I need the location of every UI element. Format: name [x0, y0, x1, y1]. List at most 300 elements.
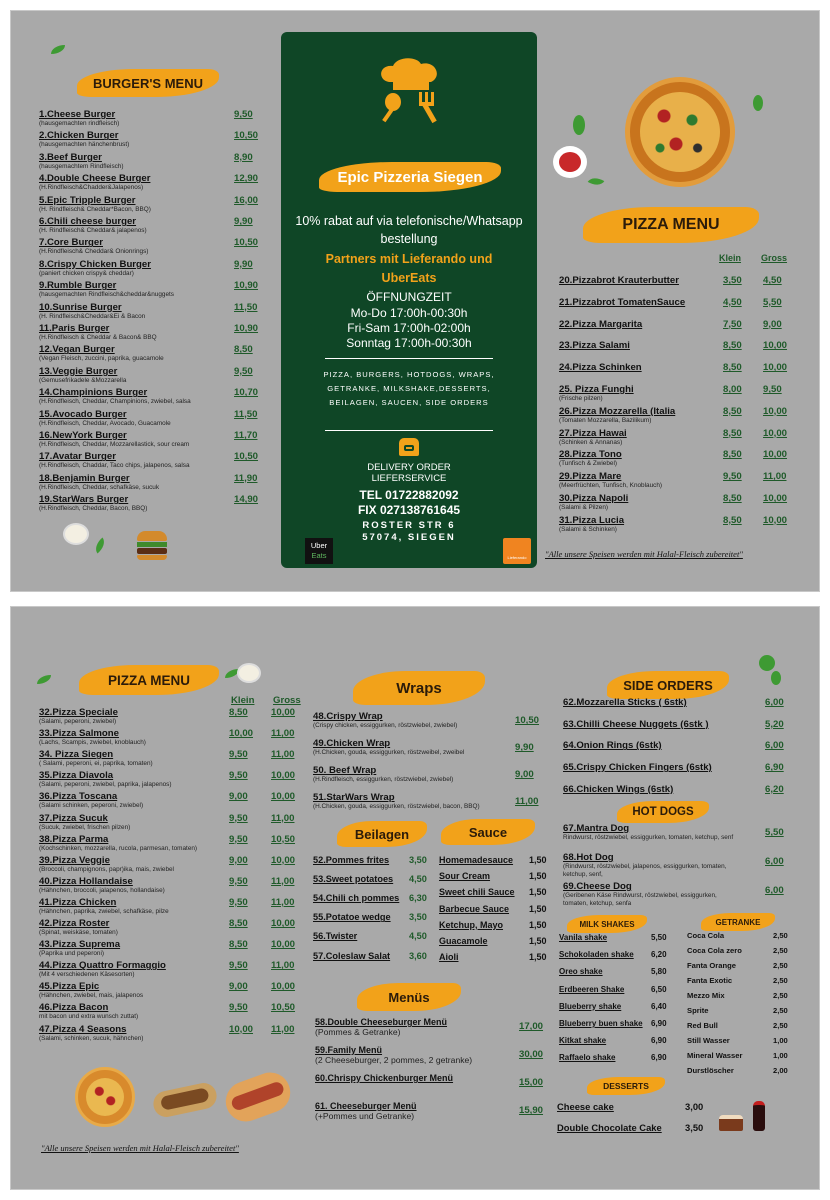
milk-shakes-title: MILK SHAKES	[567, 915, 647, 933]
cola-bottle-image	[753, 1101, 765, 1131]
price-small: 3,50	[723, 275, 742, 286]
item-name: Sweet chili Sauce	[439, 887, 515, 898]
telephone-icon	[399, 438, 419, 456]
item-description: Rindwurst, röstzwiebel, essiggurken, tomaten, ketchup, senf	[563, 834, 734, 841]
price-small: 8,50	[229, 707, 248, 718]
item-price: 14,90	[234, 494, 259, 506]
promo-text: 10% rabat auf via telefonische/Whatsapp bestellung	[295, 214, 523, 246]
item-price: 9,90	[234, 216, 253, 227]
item-price: 8,50	[234, 344, 253, 356]
fixed-line-number[interactable]: FIX 027138761645	[357, 503, 461, 517]
item-name: 53.Sweet potatoes	[313, 874, 394, 885]
milk-shake-item[interactable]	[559, 1036, 673, 1048]
beilagen-item[interactable]	[313, 855, 435, 867]
item-name: Blueberry shake	[559, 1001, 622, 1011]
price-small: 9,50	[229, 749, 248, 761]
address-street: ROSTER STR 6	[362, 520, 456, 531]
item-name: 54.Chili ch pommes	[313, 893, 400, 904]
side-order-item[interactable]	[563, 762, 795, 774]
item-name: 7.Core Burger	[39, 237, 103, 249]
price-small: 8,50	[723, 493, 742, 504]
price-small: 9,50	[723, 471, 742, 483]
menu-combo-item[interactable]	[315, 1101, 549, 1121]
sauce-item[interactable]	[439, 936, 551, 948]
menu-combo-item[interactable]	[315, 1017, 549, 1037]
item-price: 2,50	[773, 931, 788, 940]
price-large: 9,50	[763, 384, 782, 395]
item-price: 6,20	[651, 950, 667, 960]
item-name: 68.Hot Dog	[563, 852, 614, 863]
item-description: (Mit 4 verschiedenen Käsesorten)	[39, 971, 135, 979]
item-name: 22.Pizza Margarita	[559, 318, 643, 330]
item-name: 5.Epic Tripple Burger	[39, 194, 136, 206]
item-name: Red Bull	[687, 1021, 718, 1030]
pizza-item[interactable]	[559, 297, 807, 308]
price-small: 4,50	[723, 296, 742, 308]
delivery-label-de: LIEFERSERVICE	[371, 473, 447, 484]
item-price: 10,70	[234, 387, 259, 399]
item-name: 35.Pizza Diavola	[39, 770, 114, 782]
side-order-item[interactable]	[563, 740, 795, 752]
item-name: 63.Chilli Cheese Nuggets (6stk )	[563, 718, 709, 730]
item-name: 16.NewYork Burger	[39, 430, 127, 441]
item-price: 4,50	[409, 874, 427, 885]
item-price: 3,00	[685, 1101, 704, 1112]
item-name: 10.Sunrise Burger	[39, 301, 122, 313]
item-description: (Schinken & Annanas)	[559, 438, 623, 446]
size-small-header: Klein	[719, 253, 742, 263]
telephone-number[interactable]: TEL 01722882092	[359, 488, 459, 502]
item-description: (paniert chicken crispy& cheddar)	[39, 269, 134, 277]
sauce-item[interactable]	[439, 920, 551, 932]
pizza-item[interactable]	[559, 406, 807, 425]
item-name: 48.Crispy Wrap	[313, 711, 383, 722]
item-name: Mezzo Mix	[687, 991, 725, 1000]
burger-item[interactable]	[39, 409, 269, 428]
burger-item[interactable]	[39, 494, 269, 513]
item-name: 4.Double Cheese Burger	[39, 173, 151, 185]
price-large: 10,00	[763, 514, 788, 526]
item-name: 65.Crispy Chicken Fingers (6stk)	[563, 762, 712, 774]
pizza-item[interactable]	[559, 340, 807, 351]
dessert-item[interactable]	[557, 1101, 713, 1113]
pizza-item[interactable]	[39, 918, 303, 937]
item-description: (hausgemachten hänchenbrust)	[39, 141, 130, 149]
item-name: Mineral Wasser	[687, 1051, 743, 1060]
basil-leaf-icon	[588, 174, 605, 189]
item-description: (H.Chicken, gouda, essiggurken, röstzwiebel, bacon, BBQ)	[313, 803, 480, 810]
item-price: 6,90	[651, 1053, 667, 1063]
item-price: 5,80	[651, 967, 667, 977]
pizza-item[interactable]	[559, 275, 807, 286]
item-name: Raffaelo shake	[559, 1053, 616, 1063]
basil-leaf-icon	[37, 675, 51, 684]
price-large: 10,00	[763, 405, 788, 417]
pizza-menu-title-2: PIZZA MENU	[79, 665, 219, 695]
item-price: 2,50	[773, 961, 788, 970]
item-name: Kitkat shake	[559, 1036, 607, 1046]
beilagen-item[interactable]	[313, 951, 435, 963]
getranke-list	[687, 931, 793, 1081]
burger-item[interactable]	[39, 302, 269, 321]
item-name: 1.Cheese Burger	[39, 109, 116, 120]
burger-item[interactable]	[39, 323, 269, 342]
basil-leaf-icon	[753, 95, 763, 111]
item-price: 1,50	[529, 871, 547, 882]
price-small: 8,50	[723, 427, 742, 439]
item-name: 41.Pizza Chicken	[39, 896, 117, 908]
item-name: 58.Double Cheeseburger Menü	[315, 1017, 448, 1027]
item-name: 32.Pizza Speciale	[39, 707, 118, 718]
wrap-image	[151, 1081, 219, 1120]
pizza-item[interactable]	[39, 791, 303, 810]
item-name: Sour Cream	[439, 871, 491, 882]
item-description: (H.Rindfleisch & Cheddar & Bacon& BBQ	[39, 334, 157, 341]
item-price: 6,50	[651, 984, 667, 994]
sauce-item[interactable]	[439, 855, 551, 867]
wrap-item[interactable]	[313, 738, 545, 757]
burger-item[interactable]	[39, 473, 269, 492]
sauce-item[interactable]	[439, 904, 551, 916]
item-name: 67.Mantra Dog	[563, 823, 630, 834]
item-name: 55.Potatoe wedge	[313, 912, 391, 923]
item-name: Schokoladen shake	[559, 950, 634, 960]
menu-page-back	[10, 606, 820, 1190]
item-name: 2.Chicken Burger	[39, 130, 119, 142]
pizza-item[interactable]	[559, 319, 807, 330]
item-price: 16,00	[234, 194, 259, 206]
drink-item[interactable]	[687, 1021, 793, 1033]
burger-item[interactable]	[39, 430, 269, 449]
menus-list	[315, 1017, 549, 1137]
milk-shake-item[interactable]	[559, 1019, 673, 1031]
price-large: 10,00	[763, 340, 788, 352]
item-price: 1,50	[529, 952, 547, 963]
hotdog-image	[220, 1067, 296, 1127]
pizza-item[interactable]	[39, 749, 303, 768]
item-description: (+Pommes und Getranke)	[315, 1111, 415, 1121]
basil-leaf-icon	[573, 115, 585, 135]
sauce-bowl-icon	[63, 523, 89, 545]
burger-item[interactable]	[39, 344, 269, 363]
pizza-item[interactable]	[39, 855, 303, 874]
item-price: 11,70	[234, 430, 258, 441]
item-name: Erdbeeren Shake	[559, 984, 625, 994]
item-description: (Gemusefrikadele &Mozzarella	[39, 376, 127, 384]
burger-item[interactable]	[39, 387, 269, 406]
address-city: 57074, SIEGEN	[362, 532, 456, 543]
pizza-item[interactable]	[39, 813, 303, 832]
price-large: 10,00	[271, 939, 296, 951]
beilagen-item[interactable]	[313, 931, 435, 943]
milk-shake-item[interactable]	[559, 933, 673, 945]
price-large: 11,00	[271, 728, 295, 740]
burger-item[interactable]	[39, 130, 269, 149]
pizza-item[interactable]	[39, 1024, 303, 1043]
item-description: mit bacon und extra wunsch zuttat)	[39, 1013, 139, 1021]
item-description: (Hähnchen, zwiebel, mais, jalapenos	[39, 992, 144, 1000]
lieferando-logo-text: Lieferando	[507, 555, 527, 560]
item-price: 15,90	[519, 1105, 544, 1116]
price-large: 10,50	[271, 833, 296, 845]
item-name: 9.Rumble Burger	[39, 280, 117, 292]
item-price: 5,20	[765, 718, 784, 730]
item-name: Fanta Exotic	[687, 976, 733, 985]
item-name: 3.Beef Burger	[39, 151, 102, 163]
item-price: 9,50	[234, 109, 253, 120]
item-description: (Frische pilzen)	[559, 395, 603, 402]
item-description: (Broccoli, champignons, papr)ika, mais, zwiebel	[39, 865, 174, 873]
pizza-item[interactable]	[39, 707, 303, 726]
pizza-item[interactable]	[39, 939, 303, 958]
price-small: 9,50	[229, 875, 248, 887]
milk-shake-item[interactable]	[559, 967, 673, 979]
item-name: 40.Pizza Hollandaise	[39, 875, 133, 887]
item-name: 8.Crispy Chicken Burger	[39, 258, 151, 270]
size-large-header: Gross	[761, 253, 788, 263]
partners-text: Partners mit Lieferando und UberEats	[325, 252, 493, 285]
burger-menu-title: BURGER'S MENU	[77, 69, 219, 97]
milk-shake-item[interactable]	[559, 950, 673, 962]
item-price: 10,90	[234, 280, 259, 292]
item-price: 10,50	[234, 130, 259, 142]
item-description: (H. Rindfleisch&Cheddar&Ei & Bacon	[39, 312, 146, 320]
pizza-item[interactable]	[39, 1002, 303, 1021]
item-description: (H.Chicken, gouda, essiggurken, röstzweibel, zweibel	[313, 749, 465, 756]
item-price: 30,00	[519, 1049, 544, 1060]
item-description: (Paprika und peperoni)	[39, 950, 105, 958]
burger-item[interactable]	[39, 152, 269, 171]
drink-item[interactable]	[687, 1066, 793, 1078]
milk-shake-item[interactable]	[559, 985, 673, 997]
price-small: 9,50	[229, 960, 248, 972]
item-price: 6,40	[651, 1001, 667, 1011]
burger-item[interactable]	[39, 451, 269, 470]
pizza-list	[39, 707, 303, 1047]
item-price: 5,50	[765, 827, 784, 838]
burger-item[interactable]	[39, 195, 269, 214]
item-description: (Hähnchen, broccoli, jalapenos, hollandaise)	[39, 886, 165, 894]
pizza-item[interactable]	[559, 362, 807, 373]
pizza-item[interactable]	[559, 384, 807, 403]
item-description: (H.Rindfleisch, Cheddar, Avocado, Guacamole	[39, 419, 171, 427]
burger-item[interactable]	[39, 216, 269, 235]
pizza-item[interactable]	[39, 728, 303, 747]
item-name: Homemadesauce	[439, 855, 514, 865]
item-description: (Salami, schinken, sucuk, hähnchen)	[39, 1034, 144, 1042]
divider	[325, 358, 493, 359]
item-name: 23.Pizza Salami	[559, 340, 630, 352]
sauce-item[interactable]	[439, 887, 551, 899]
drink-item[interactable]	[687, 991, 793, 1003]
ubereats-logo[interactable]	[305, 538, 333, 564]
item-price: 17,00	[519, 1021, 544, 1032]
pizza-item[interactable]	[39, 981, 303, 1000]
item-name: 43.Pizza Suprema	[39, 939, 121, 951]
item-name: 33.Pizza Salmone	[39, 728, 119, 740]
item-price: 11,90	[234, 472, 258, 484]
sauce-bowl-icon	[237, 663, 261, 683]
sauce-item[interactable]	[439, 952, 551, 964]
item-description: (Salami, peperoni, zwiebel, paprika, jalapenos)	[39, 781, 172, 789]
item-price: 5,50	[651, 933, 667, 942]
item-price: 2,50	[773, 946, 788, 955]
wrap-item[interactable]	[313, 792, 545, 811]
item-name: 46.Pizza Bacon	[39, 1002, 109, 1014]
burger-list	[39, 109, 269, 521]
item-name: 60.Chrispy Chickenburger Menü	[315, 1073, 454, 1083]
beilagen-list	[313, 855, 435, 965]
item-price: 6,00	[765, 697, 784, 708]
item-name: 36.Pizza Toscana	[39, 791, 118, 803]
milk-shake-item[interactable]	[559, 1053, 673, 1065]
beilagen-item[interactable]	[313, 912, 435, 924]
dessert-item[interactable]	[557, 1122, 713, 1134]
side-order-item[interactable]	[563, 784, 795, 796]
burger-item[interactable]	[39, 237, 269, 256]
hotdog-item[interactable]	[563, 852, 795, 879]
item-description: (Kochschinken, mozzarella, rucola, parmesan, tomaten)	[39, 844, 198, 852]
drink-item[interactable]	[687, 961, 793, 973]
pizza-item[interactable]	[39, 897, 303, 916]
menu-page-front	[10, 10, 820, 592]
pizza-item[interactable]	[559, 428, 807, 447]
item-price: 6,20	[765, 783, 784, 795]
drink-item[interactable]	[687, 1051, 793, 1063]
item-name: 25. Pizza Funghi	[559, 384, 634, 395]
item-description: (hausgemachten rindfleisch)	[39, 120, 120, 127]
item-price: 6,00	[765, 740, 784, 752]
menus-title: Menüs	[357, 983, 461, 1011]
item-description: (H. Rindfleisch& Cheddar& jalapenos)	[39, 227, 147, 234]
pizza-item[interactable]	[559, 515, 807, 534]
chef-hat-logo-icon	[371, 56, 451, 126]
item-price: 3,60	[409, 950, 427, 961]
drink-item[interactable]	[687, 976, 793, 988]
item-name: Coca Cola zero	[687, 946, 742, 955]
price-small: 9,00	[229, 981, 248, 993]
drink-item[interactable]	[687, 931, 793, 943]
milk-shake-item[interactable]	[559, 1002, 673, 1014]
item-description: (Crispy chicken, essiggurken, röstzwiebel, zwiebel)	[313, 722, 458, 729]
pizza-item[interactable]	[39, 770, 303, 789]
item-price: 6,30	[409, 893, 427, 904]
pizza-list	[559, 275, 807, 535]
item-price: 2,50	[773, 1006, 788, 1015]
side-order-item[interactable]	[563, 697, 795, 709]
price-large: 11,00	[763, 471, 787, 483]
item-name: Aioli	[439, 952, 459, 963]
menu-combo-item[interactable]	[315, 1073, 549, 1088]
side-order-item[interactable]	[563, 719, 795, 731]
item-price: 9,50	[234, 365, 253, 377]
item-price: 1,50	[529, 903, 547, 914]
wrap-item[interactable]	[313, 765, 545, 784]
item-description: (Salami & Pilzen)	[559, 504, 609, 511]
price-small: 8,50	[723, 514, 742, 526]
beilagen-item[interactable]	[313, 874, 435, 886]
item-description: (Spinat, weiskäse, tomaten)	[39, 929, 118, 936]
pizza-item[interactable]	[39, 876, 303, 895]
item-name: 52.Pommes frites	[313, 855, 390, 865]
price-small: 9,00	[229, 791, 248, 803]
pizza-item[interactable]	[39, 960, 303, 979]
hotdog-item[interactable]	[563, 823, 795, 842]
lieferando-logo[interactable]	[503, 538, 531, 564]
price-large: 11,00	[271, 896, 295, 908]
item-price: 9,90	[515, 742, 534, 753]
hotdog-item[interactable]	[563, 881, 795, 908]
price-large: 11,00	[271, 960, 295, 972]
price-large: 10,00	[763, 427, 788, 439]
item-name: 49.Chicken Wrap	[313, 738, 391, 749]
beilagen-title: Beilagen	[337, 821, 427, 847]
basil-leaf-icon	[51, 45, 65, 54]
item-description: (Hähnchen, paprika, zwiebel, schafkäse, pilze	[39, 907, 169, 915]
wrap-item[interactable]	[313, 711, 545, 730]
pizza-item[interactable]	[559, 449, 807, 468]
item-name: 59.Family Menü	[315, 1045, 383, 1055]
divider	[325, 430, 493, 431]
pizza-item[interactable]	[559, 493, 807, 512]
drink-item[interactable]	[687, 1006, 793, 1018]
price-large: 10,00	[763, 449, 788, 461]
item-price: 12,90	[234, 173, 259, 185]
beilagen-item[interactable]	[313, 893, 435, 905]
drink-item[interactable]	[687, 1036, 793, 1048]
price-large: 9,00	[763, 318, 782, 330]
restaurant-info-card	[281, 32, 537, 568]
pizza-image	[75, 1067, 135, 1127]
menu-combo-item[interactable]	[315, 1045, 549, 1065]
item-name: 64.Onion Rings (6stk)	[563, 740, 662, 752]
burger-item[interactable]	[39, 366, 269, 385]
hours-line: Fri-Sam 17:00h-02:00h	[347, 321, 471, 335]
burger-item[interactable]	[39, 280, 269, 299]
burger-item[interactable]	[39, 259, 269, 278]
item-name: Oreo shake	[559, 967, 603, 977]
price-large: 10,00	[271, 918, 296, 929]
item-name: 27.Pizza Hawai	[559, 427, 627, 439]
burger-item[interactable]	[39, 109, 269, 128]
item-name: 12.Vegan Burger	[39, 344, 115, 356]
item-name: 24.Pizza Schinken	[559, 362, 642, 374]
item-name: 29.Pizza Mare	[559, 471, 622, 483]
item-price: 4,50	[409, 931, 427, 942]
price-large: 4,50	[763, 275, 782, 286]
wraps-title: Wraps	[353, 671, 485, 705]
item-name: Sprite	[687, 1006, 709, 1015]
item-name: 34. Pizza Siegen	[39, 749, 114, 761]
item-name: Blueberry buen shake	[559, 1019, 643, 1028]
item-name: 13.Veggie Burger	[39, 365, 118, 377]
item-name: Fanta Orange	[687, 961, 736, 970]
item-price: 11,50	[234, 408, 258, 420]
item-name: 37.Pizza Sucuk	[39, 812, 108, 824]
sauce-item[interactable]	[439, 871, 551, 883]
burger-item[interactable]	[39, 173, 269, 192]
item-name: 51.StarWars Wrap	[313, 792, 395, 803]
item-price: 10,50	[515, 715, 540, 726]
pizza-item[interactable]	[39, 834, 303, 853]
drink-item[interactable]	[687, 946, 793, 958]
item-price: 9,90	[234, 258, 253, 270]
price-large: 10,50	[271, 1002, 296, 1014]
pizza-item[interactable]	[559, 471, 807, 490]
price-large: 11,00	[271, 812, 295, 824]
item-price: 3,50	[685, 1122, 704, 1133]
item-name: Durstlöscher	[687, 1066, 734, 1075]
